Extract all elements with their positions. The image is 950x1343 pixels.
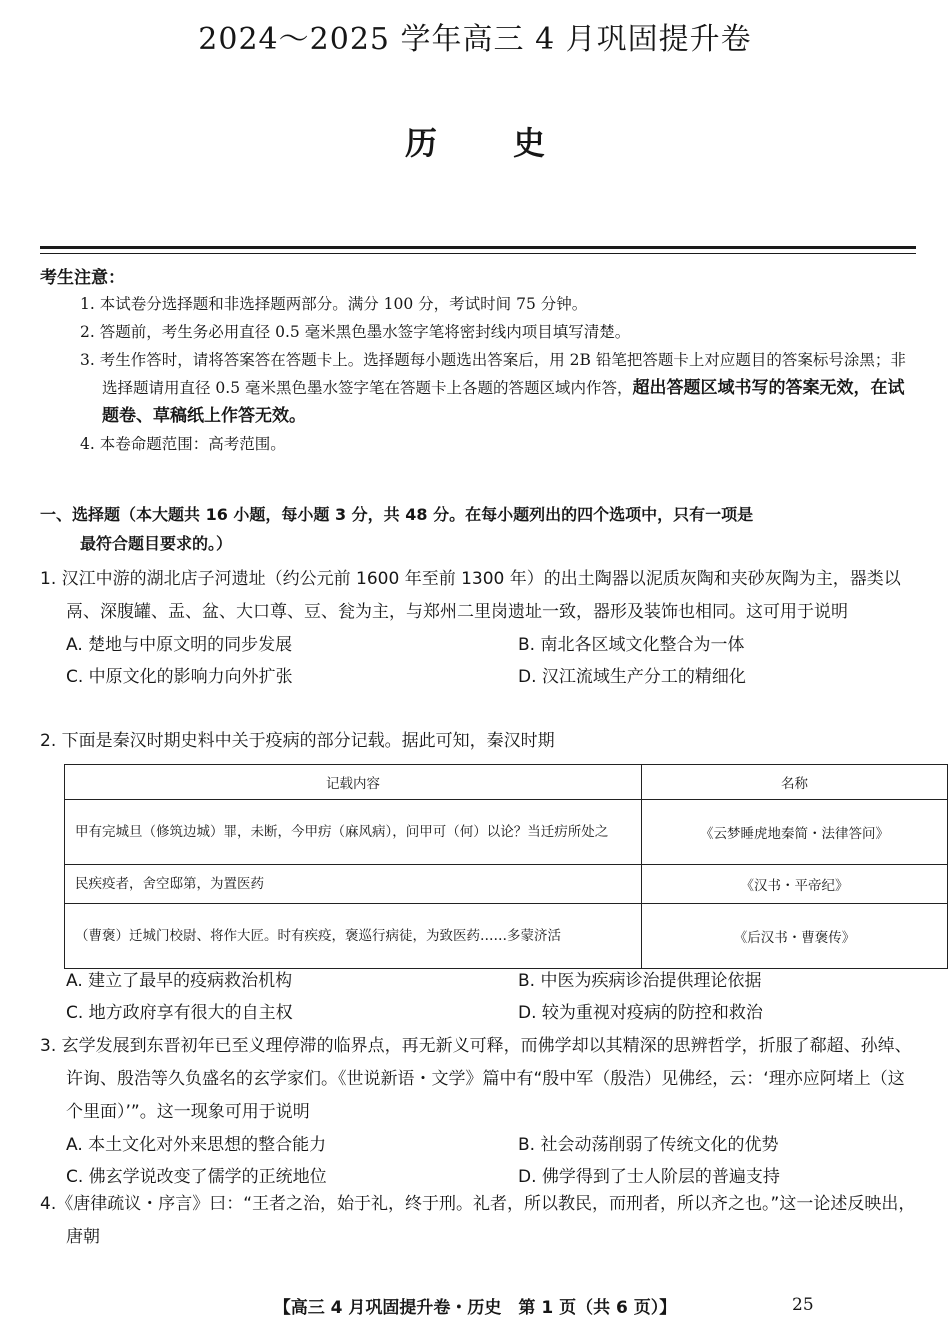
table-cell: 甲有完城旦（修筑边城）罪，未断，今甲疠（麻风病），问甲可（何）以论？当迁疠所处之	[65, 800, 642, 865]
notice-item: 2. 答题前，考生务必用直径 0.5 毫米黑色墨水签字笔将密封线内项目填写清楚。	[80, 323, 631, 341]
question-stem: 1. 汉江中游的湖北店子河遗址（约公元前 1600 年至前 1300 年）的出土陶器以泥质灰陶和夹砂灰陶为主，器类以鬲、深腹罐、盂、盆、大口尊、豆、瓮为主，与郑州二里岗遗址一致，器形及装饰也相同。这可用于说明	[40, 569, 901, 622]
notice-heading: 考生注意：	[40, 268, 125, 288]
notice-list	[80, 290, 920, 458]
option-row	[40, 997, 920, 1029]
option-c[interactable]: C. 佛玄学说改变了儒学的正统地位	[66, 1167, 327, 1187]
question-2-options	[40, 965, 920, 1029]
option-a[interactable]: A. 建立了最早的疫病救治机构	[66, 971, 293, 991]
table-row	[65, 865, 948, 904]
option-a[interactable]: A. 本土文化对外来思想的整合能力	[66, 1135, 327, 1155]
option-d[interactable]: D. 汉江流域生产分工的精细化	[518, 667, 746, 687]
subject-title	[0, 118, 950, 164]
question-stem: 3. 玄学发展到东晋初年已至义理停滞的临界点，再无新义可释，而佛学却以其精深的思辨哲学，折服了郗超、孙绰、许询、殷浩等久负盛名的玄学家们。《世说新语・文学》篇中有“殷中军（殷浩）见佛经，云：‘理亦应阿堵上（这个里面）’”。这一现象可用于说明	[40, 1036, 912, 1122]
notice-item: 1. 本试卷分选择题和非选择题两部分。满分 100 分，考试时间 75 分钟。	[80, 295, 588, 313]
section-title-line: 最符合题目要求的。）	[80, 534, 233, 553]
option-d[interactable]: D. 佛学得到了士人阶层的普遍支持	[518, 1167, 780, 1187]
question-2-stem-block	[40, 725, 920, 758]
subject-char: 历	[404, 124, 437, 162]
table-cell: 《云梦睡虎地秦简・法律答问》	[642, 800, 948, 865]
question-stem: 4.《唐律疏议・序言》曰：“王者之治，始于礼，终于刑。礼者，所以教民，而刑者，所以齐之也。”这一论述反映出，唐朝	[40, 1194, 916, 1247]
question-stem: 2. 下面是秦汉时期史料中关于疫病的部分记载。据此可知，秦汉时期	[40, 731, 555, 751]
question-3	[40, 1030, 920, 1193]
records-table	[64, 764, 948, 969]
option-b[interactable]: B. 社会动荡削弱了传统文化的优势	[518, 1135, 779, 1155]
option-row	[40, 965, 920, 997]
option-d[interactable]: D. 较为重视对疫病的防控和救治	[518, 1003, 763, 1023]
option-c[interactable]: C. 地方政府享有很大的自主权	[66, 1003, 293, 1023]
table-cell: 《汉书・平帝纪》	[642, 865, 948, 904]
divider-rule	[40, 253, 916, 254]
option-a[interactable]: A. 楚地与中原文明的同步发展	[66, 635, 293, 655]
question-1	[40, 563, 920, 693]
subject-char: 史	[513, 124, 546, 162]
page-footer: 【高三 4 月巩固提升卷・历史 第 1 页（共 6 页）】	[273, 1298, 677, 1318]
option-row	[40, 661, 920, 693]
divider-rule	[40, 246, 916, 249]
notice-item-text: 3. 考生作答时，请将答案答在答题卡上。选择题每小题选出答案后，用 2B 铅笔把答题卡上对应题目的答案标号涂黑；非选择题请用直径 0.5 毫米黑色墨水签字笔在答题卡上各题的答题区域内作答，	[80, 351, 906, 397]
table-row	[65, 800, 948, 865]
table-cell: 《后汉书・曹褒传》	[642, 904, 948, 969]
table-header-row	[65, 765, 948, 800]
notice-item: 4. 本卷命题范围：高考范围。	[80, 435, 286, 453]
section-title	[40, 500, 920, 558]
option-b[interactable]: B. 中医为疾病诊治提供理论依据	[518, 971, 762, 991]
option-b[interactable]: B. 南北各区域文化整合为一体	[518, 635, 745, 655]
option-c[interactable]: C. 中原文化的影响力向外扩张	[66, 667, 293, 687]
table-cell: 民疾疫者，舍空邸第，为置医药	[65, 865, 642, 904]
table-cell: （曹褒）迁城门校尉、将作大匠。时有疾疫，褒巡行病徒，为致医药……多蒙济活	[65, 904, 642, 969]
table-header: 名称	[642, 765, 948, 800]
question-4	[40, 1188, 920, 1254]
notice-emphasis: 超出答题区域书写的答案无效，在试题卷、草稿纸上作答无效。	[102, 378, 905, 426]
table-header: 记载内容	[65, 765, 642, 800]
page-mark: 25	[792, 1295, 814, 1315]
table-row	[65, 904, 948, 969]
option-row	[40, 1129, 920, 1161]
section-title-line: 一、选择题（本大题共 16 小题，每小题 3 分，共 48 分。在每小题列出的四个选项中，只有一项是	[40, 505, 754, 524]
option-row	[40, 629, 920, 661]
exam-title: 2024～2025 学年高三 4 月巩固提升卷	[198, 22, 752, 57]
notice-item	[80, 346, 920, 430]
